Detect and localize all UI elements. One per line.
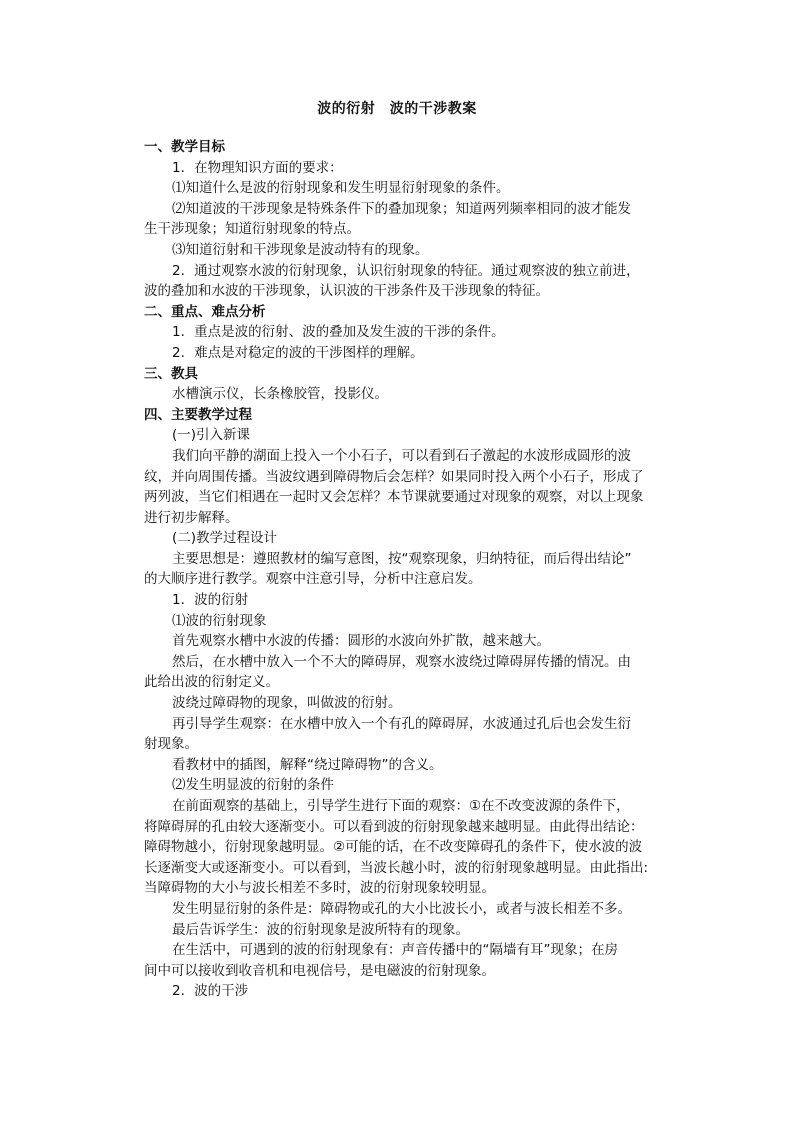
section-heading: 二、重点、难点分析 bbox=[144, 303, 266, 320]
body-text-line: 纹，并向周围传播。当波纹遇到障碍物后会怎样？如果同时投入两个小石子，形成了 bbox=[144, 468, 644, 485]
body-text-line: 我们向平静的湖面上投入一个小石子，可以看到石子激起的水波形成圆形的波 bbox=[172, 447, 631, 464]
body-text-line: ⑵知道波的干涉现象是特殊条件下的叠加现象；知道两列频率相同的波才能发 bbox=[172, 200, 631, 217]
section-heading: 四、主要教学过程 bbox=[144, 406, 252, 423]
body-text-line: 间中可以接收到收音机和电视信号，是电磁波的衍射现象。 bbox=[144, 962, 495, 979]
body-text-line: 的大顺序进行教学。观察中注意引导，分析中注意启发。 bbox=[144, 571, 482, 588]
document-body bbox=[144, 137, 656, 1002]
body-text-line: 发生明显衍射的条件是：障碍物或孔的大小比波长小，或者与波长相差不多。 bbox=[172, 900, 631, 917]
body-text-line: (一)引入新课 bbox=[172, 427, 251, 444]
body-text-line: 长逐渐变大或逐渐变小。可以看到，当波长越小时，波的衍射现象越明显。由此指出: bbox=[144, 859, 649, 876]
body-text-line: 障碍物越小，衍射现象越明显。②可能的话，在不改变障碍孔的条件下，使水波的波 bbox=[144, 839, 643, 856]
body-text-line: 当障碍物的大小与波长相差不多时，波的衍射现象较明显。 bbox=[144, 880, 495, 897]
body-text-line: 进行初步解释。 bbox=[144, 509, 239, 526]
body-text-line: 2．难点是对稳定的波的干涉图样的理解。 bbox=[172, 344, 424, 361]
body-text-line: 2．通过观察水波的衍射现象，认识衍射现象的特征。通过观察波的独立前进， bbox=[172, 262, 640, 279]
body-text-line: 1．在物理知识方面的要求： bbox=[172, 159, 343, 176]
body-text-line: ⑴波的衍射现象 bbox=[172, 612, 267, 629]
body-text-line: 在前面观察的基础上，引导学生进行下面的观察：①在不改变波源的条件下， bbox=[172, 798, 630, 814]
body-text-line: 1．重点是波的衍射、波的叠加及发生波的干涉的条件。 bbox=[172, 324, 505, 341]
body-text-line: 射现象。 bbox=[144, 736, 198, 753]
body-text-line: (二)教学过程设计 bbox=[172, 530, 278, 547]
body-text-line: 波的叠加和水波的干涉现象，认识波的干涉条件及干涉现象的特征。 bbox=[144, 283, 549, 300]
body-text-line: ⑴知道什么是波的衍射现象和发生明显衍射现象的条件。 bbox=[172, 180, 510, 197]
body-text-line: 主要思想是：遵照教材的编写意图，按“观察现象，归纳特征，而后得出结论” bbox=[172, 550, 632, 567]
document-title: 波的衍射 波的干涉教案 bbox=[317, 101, 477, 117]
section-heading: 一、教学目标 bbox=[144, 139, 225, 155]
body-text-line: 首先观察水槽中水波的传播：圆形的水波向外扩散，越来越大。 bbox=[172, 633, 550, 650]
body-text-line: 1．波的衍射 bbox=[172, 592, 249, 609]
body-text-line: 再引导学生观察：在水槽中放入一个有孔的障碍屏，水波通过孔后也会发生衍 bbox=[172, 715, 631, 732]
body-text-line: 然后，在水槽中放入一个不大的障碍屏，观察水波绕过障碍屏传播的情况。由 bbox=[172, 653, 631, 670]
body-text-line: 水槽演示仪，长条橡胶管，投影仪。 bbox=[172, 386, 388, 403]
body-text-line: 此给出波的衍射定义。 bbox=[144, 674, 279, 691]
body-text-line: ⑶知道衍射和干涉现象是波动特有的现象。 bbox=[172, 241, 429, 258]
body-text-line: 看教材中的插图，解释“绕过障碍物”的含义。 bbox=[172, 756, 443, 773]
body-text-line: 两列波，当它们相遇在一起时又会怎样？本节课就要通过对现象的观察，对以上现象 bbox=[144, 489, 644, 506]
body-text-line: ⑵发生明显波的衍射的条件 bbox=[172, 777, 334, 794]
body-text-line: 最后告诉学生：波的衍射现象是波所特有的现象。 bbox=[172, 921, 469, 938]
body-text-line: 2．波的干涉 bbox=[172, 983, 249, 1000]
body-text-line: 将障碍屏的孔由较大逐渐变小。可以看到波的衍射现象越来越明显。由此得出结论： bbox=[144, 818, 644, 835]
body-text-line: 在生活中，可遇到的波的衍射现象有：声音传播中的“隔墙有耳”现象；在房 bbox=[172, 942, 618, 959]
body-text-line: 波绕过障碍物的现象，叫做波的衍射。 bbox=[172, 695, 402, 712]
section-heading: 三、教具 bbox=[144, 365, 198, 382]
body-text-line: 生干涉现象；知道衍射现象的特点。 bbox=[144, 221, 360, 238]
